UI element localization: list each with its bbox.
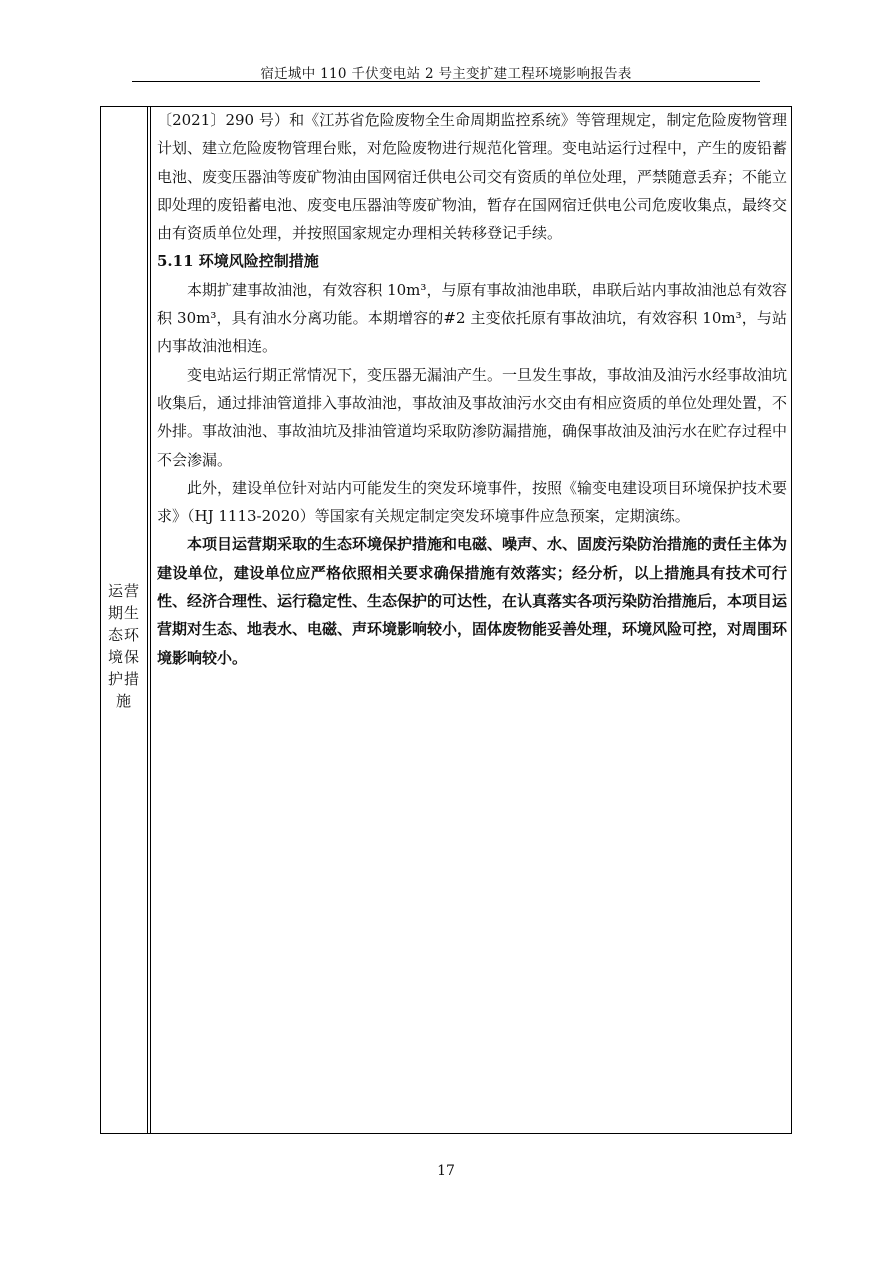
paragraph-oil-pit: 本期扩建事故油池，有效容积 10m³，与原有事故油池串联，串联后站内事故油池总有效容积 30m³，具有油水分离功能。本期增容的#2 主变依托原有事故油坑，有效容积 10m³，与站内事故油池相连。 [157, 280, 787, 356]
section-label: 运营期生态环境保护措施 [107, 582, 140, 710]
page-number: 17 [437, 1163, 455, 1179]
paragraph-conclusion: 本项目运营期采取的生态环境保护措施和电磁、噪声、水、固废污染防治措施的责任主体为建设单位，建设单位应严格依照相关要求确保措施有效落实；经分析，以上措施具有技术可行性、经济合理性、运行稳定性、生态保护的可达性，在认真落实各项污染防治措施后，本项目运营期对生态、地表水、电磁、声环境影响较小，固体废物能妥善处理，环境风险可控，对周围环境影响较小。 [157, 535, 788, 667]
table-content [157, 106, 787, 672]
section-heading: 5.11 环境风险控制措施 [157, 252, 319, 271]
column-divider-inner [150, 107, 151, 1133]
paragraph-leak-handling: 变电站运行期正常情况下，变压器无漏油产生。一旦发生事故，事故油及油污水经事故油坑收集后，通过排油管道排入事故油池，事故油及事故油污水交由有相应资质的单位处理处置，不外排。事故油池、事故油坑及排油管道均采取防渗防漏措施，确保事故油及油污水在贮存过程中不会渗漏。 [157, 365, 788, 469]
document-header: 宿迁城中 110 千伏变电站 2 号主变扩建工程环境影响报告表 [260, 66, 632, 82]
paragraph-hazardous-waste: 〔2021〕290 号）和《江苏省危险废物全生命周期监控系统》等管理规定，制定危险废物管理计划、建立危险废物管理台账，对危险废物进行规范化管理。变电站运行过程中，产生的废铅蓄电池、废变压器油等废矿物油由国网宿迁供电公司交有资质的单位处理，严禁随意丢弃；不能立即处理的废铅蓄电池、废变电压器油等废矿物油，暂存在国网宿迁供电公司危废收集点，最终交由有资质单位处理，并按照国家规定办理相关转移登记手续。 [157, 111, 788, 243]
paragraph-emergency-plan: 此外，建设单位针对站内可能发生的突发环境事件，按照《输变电建设项目环境保护技术要求》（HJ 1113-2020）等国家有关规定制定突发环境事件应急预案，定期演练。 [157, 478, 788, 526]
header-rule [132, 81, 760, 82]
column-divider [147, 107, 148, 1133]
